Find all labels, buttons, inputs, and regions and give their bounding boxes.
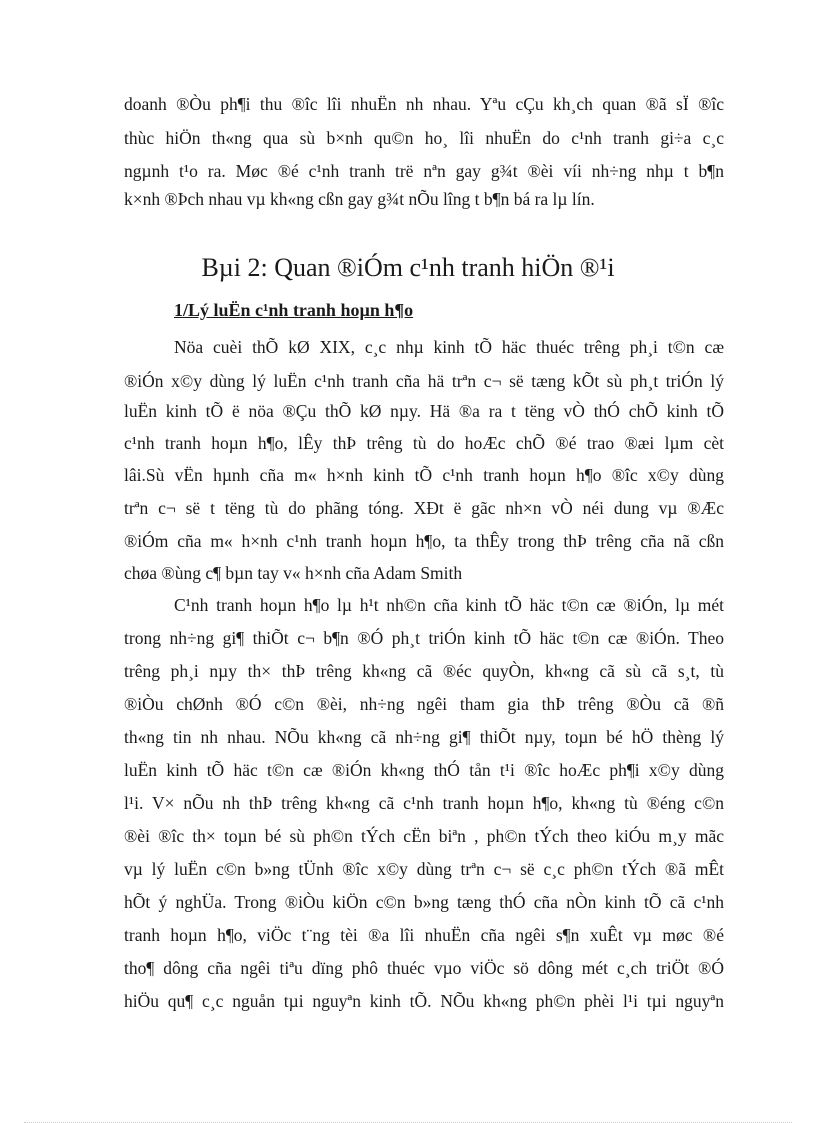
para2-line-9: vµ lý luËn c©n b»ng tÜnh ®îc x©y dùng trªn c¬ së c¸c ph©n tÝch ®ã mÊt <box>124 859 724 879</box>
para1-line-8: chøa ®ùng c¶ bµn tay v« h×nh cña Adam Smith <box>124 563 463 583</box>
para1-line-1: Nöa cuèi thÕ kØ XIX, c¸c nhµ kinh tÕ häc thuéc trêng ph¸i t©n cæ <box>174 337 724 357</box>
para2-line-5: th«ng tin nh nhau. NÕu kh«ng cã nh÷ng gi¶ thiÕt nµy, toµn bé hÖ thèng lý <box>124 727 724 747</box>
para2-line-10: hÕt ý nghÜa. Trong ®iÒu kiÖn c©n b»ng tæng thÓ cña nÒn kinh tÕ cã c¹nh <box>124 892 724 912</box>
para1-line-4: c¹nh tranh hoµn h¶o, lÊy thÞ trêng tù do hoÆc chÕ ®é trao ®æi lµm cèt <box>124 433 724 453</box>
para1-line-2: ®iÓn x©y dùng lý luËn c¹nh tranh cña hä trªn c¬ së tæng kÕt sù ph¸t triÓn lý <box>124 371 724 391</box>
para2-line-1: C¹nh tranh hoµn h¶o lµ h¹t nh©n cña kinh tÕ häc t©n cæ ®iÓn, lµ mét <box>174 595 724 615</box>
para2-line-3: trêng ph¸i nµy th× thÞ trêng kh«ng cã ®éc quyÒn, kh«ng cã sù cã s¸t, tù <box>124 661 724 681</box>
section-title: 1/Lý luËn c¹nh tranh hoµn h¶o <box>174 300 414 320</box>
para1-line-5: lâi.Sù vËn hµnh cña m« h×nh kinh tÕ c¹nh tranh hoµn h¶o ®îc x©y dùng <box>124 465 724 485</box>
para2-line-4: ®iÒu chØnh ®Ó c©n ®èi, nh÷ng ngêi tham gia thÞ trêng ®Òu cã ®ñ <box>124 694 724 714</box>
para2-line-8: ®èi ®îc th× toµn bé sù ph©n tÝch cËn biªn , ph©n tÝch theo kiÓu m¸y mãc <box>124 826 724 846</box>
para2-line-7: l¹i. V× nÕu nh thÞ trêng kh«ng cã c¹nh tranh hoµn h¶o, kh«ng tù ®éng c©n <box>124 793 724 813</box>
intro-line-1: doanh ®Òu ph¶i thu ®îc lîi nhuËn nh nhau. Yªu cÇu kh¸ch quan ®ã sÏ ®îc <box>124 94 724 114</box>
intro-line-4: k×nh ®Þch nhau vµ kh«ng cßn gay g¾t nÕu lîng t b¶n bá ra lµ lín. <box>124 189 595 209</box>
para2-line-6: luËn kinh tÕ häc t©n cæ ®iÓn kh«ng thÓ tån t¹i ®îc hoÆc ph¶i x©y dùng <box>124 760 724 780</box>
para1-line-3: luËn kinh tÕ ë nöa ®Çu thÕ kØ nµy. Hä ®a ra t tëng vÒ thÓ chÕ kinh tÕ <box>124 401 724 421</box>
chapter-title: Bµi 2: Quan ®iÓm c¹nh tranh hiÖn ®¹i <box>201 253 615 282</box>
para1-line-6: trªn c¬ së t tëng tù do phãng tóng. XÐt ë gãc nh×n vÒ néi dung vµ ®Æc <box>124 498 724 518</box>
para1-line-7: ®iÓm cña m« h×nh c¹nh tranh hoµn h¶o, ta thÊy trong thÞ trêng cña nã cßn <box>124 531 724 551</box>
para2-line-12: tho¶ dông cña ngêi tiªu dïng phô thuéc vµo viÖc sö dông mét c¸ch triÖt ®Ó <box>124 958 724 978</box>
para2-line-2: trong nh÷ng gi¶ thiÕt c¬ b¶n ®Ó ph¸t triÓn kinh tÕ häc t©n cæ ®iÓn. Theo <box>124 628 724 648</box>
para2-line-13: hiÖu qu¶ c¸c nguån tµi nguyªn kinh tÕ. NÕu kh«ng ph©n phèi l¹i tµi nguyªn <box>124 991 724 1011</box>
intro-line-3: ngµnh t¹o ra. Møc ®é c¹nh tranh trë nªn gay g¾t ®èi víi nh÷ng nhµ t b¶n <box>124 161 724 181</box>
intro-line-2: thùc hiÖn th«ng qua sù b×nh qu©n ho¸ lîi nhuËn do c¹nh tranh gi÷a c¸c <box>124 128 724 148</box>
para2-line-11: tranh hoµn h¶o, viÖc t¨ng tèi ®a lîi nhuËn cña ngêi s¶n xuÊt vµ møc ®é <box>124 925 724 945</box>
